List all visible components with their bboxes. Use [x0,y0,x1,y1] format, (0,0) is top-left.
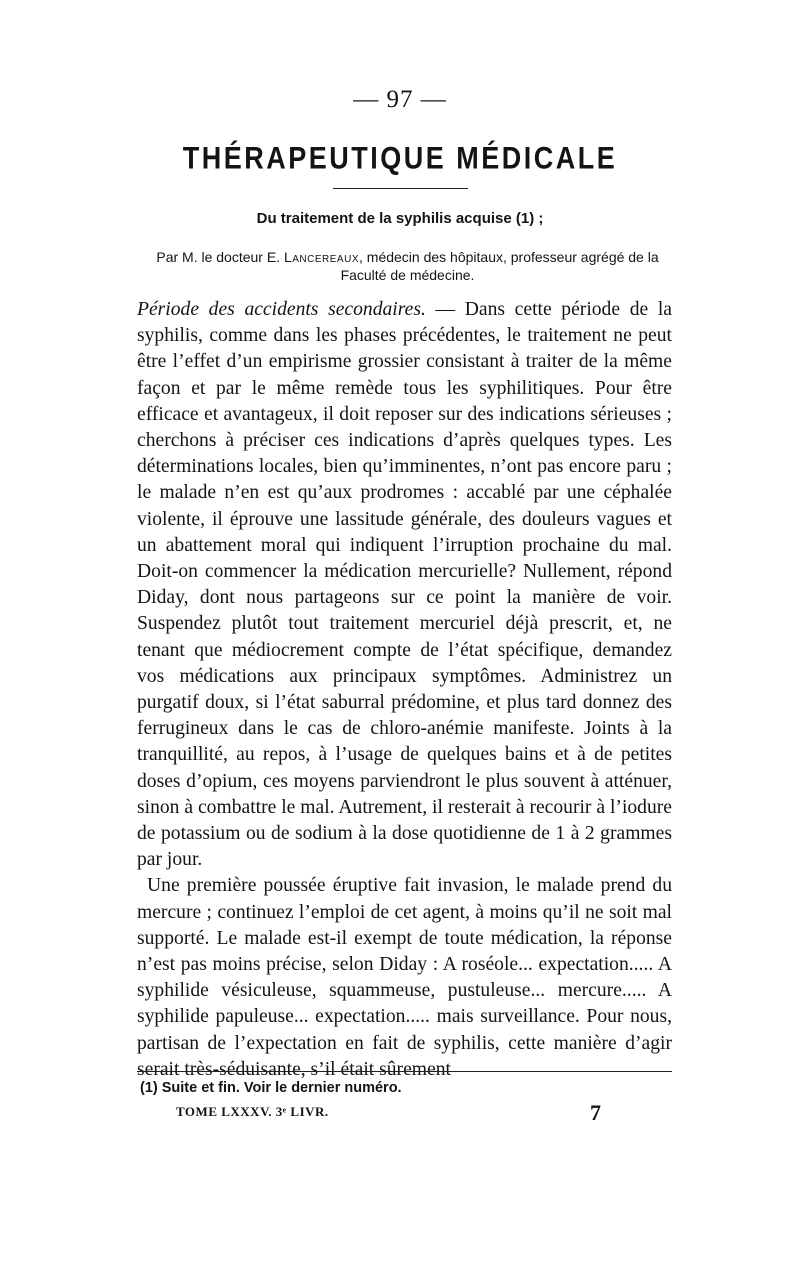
byline-suffix: , médecin des hôpitaux, professeur agrégé de la Faculté de médecine. [340,249,659,283]
author-surname: Lancereaux [283,249,359,265]
section-heading: Période des accidents secondaires. [137,299,426,320]
paragraph: Une première poussée éruptive fait invasion, le malade prend du mercure ; continuez l’emploi de cet agent, à moins qu’il ne soit mal supporté. Le malade est-il exempt de toute médication, la réponse n’est pas moins précise, selon Diday : A roséole... expectation..... A syphilide vésiculeuse, squammeuse, pustuleuse... mercure..... A syphilide papuleuse... expectation..... mais surveillance. Pour nous, partisan de l’expectation en fait de syphilis, cette manière d’agir serait très-séduisante, s’il était sûrement [137,875,672,1080]
title-rule [333,188,468,189]
footnote-rule [137,1071,672,1072]
article-subtitle: Du traitement de la syphilis acquise (1) ; [256,210,544,227]
footnote: (1) Suite et fin. Voir le dernier numéro. [140,1080,402,1096]
article-body [137,297,672,1083]
paragraph-text: — Dans cette période de la syphilis, comme dans les phases précédentes, le traitement ne peut être l’effet d’un empirisme grossier consistant à traiter de la même façon et par le même remède tous les syphilitiques. Pour être efficace et avantageux, il doit reposer sur des indications sérieuses ; cherchons à préciser ces indications d’après quelques types. Les déterminations locales, bien qu’imminentes, n’ont pas encore paru ; le malade n’en est qu’aux prodromes : accablé par une céphalée violente, il éprouve une lassitude générale, des douleurs vagues et un abattement moral qui indiquent l’irruption prochaine du mal. Doit-on commencer la médication mercurielle? Nullement, répond Diday, dont nous partageons sur ce point la manière de voir. Suspendez plutôt tout traitement mercuriel déjà prescrit, et, ne tenant que médiocrement compte de l’état spécifique, demandez vos médications aux principaux symptômes. Administrez un purgatif doux, si l’état saburral prédomine, et plus tard donnez des ferrugineux dans le cas de chloro-anémie manifeste. Joints à la tranquillité, au repos, à l’usage de quelques bains et à de petites doses d’opium, ces moyens parviendront le plus souvent à atténuer, sinon à combattre le mal. Autrement, il resterait à recourir à l’iodure de potassium ou de sodium à la dose quotidienne de 1 à 2 grammes par jour. [137,299,672,871]
paragraph [137,297,672,873]
section-title: THÉRAPEUTIQUE MÉDICALE [182,140,618,176]
volume-signature: TOME LXXXV. 3ᵉ LIVR. [176,1104,329,1119]
author-byline [140,248,675,284]
signature-number: 7 [590,1100,601,1125]
page-number: — 97 — [353,86,447,113]
byline-prefix: Par M. le docteur E. [156,249,284,265]
